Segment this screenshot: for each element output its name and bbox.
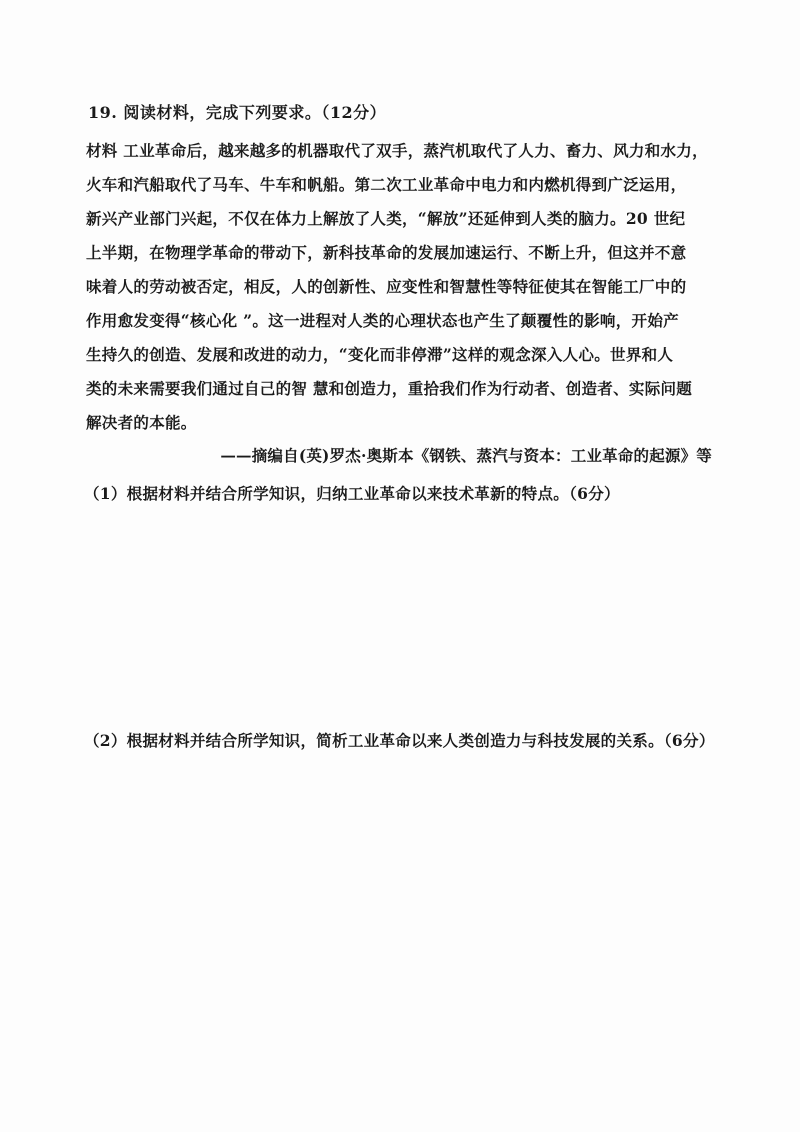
material-line: 味着人的劳动被否定，相反，人的创新性、应变性和智慧性等特征使其在智能工厂中的: [86, 277, 687, 296]
material-line: 上半期，在物理学革命的带动下，新科技革命的发展加速运行、不断上升，但这并不意: [86, 243, 687, 262]
material-source: ——摘编自(英)罗杰·奥斯本《钢铁、蒸汽与资本：工业革命的起源》等: [220, 446, 712, 465]
material-line: 火车和汽船取代了马车、牛车和帆船。第二次工业革命中电力和内燃机得到广泛运用，: [86, 175, 687, 194]
material-passage: [86, 134, 716, 440]
sub-question-2: （2）根据材料并结合所学知识，简析工业革命以来人类创造力与科技发展的关系。（6分）: [84, 731, 715, 750]
material-line: 材料 工业革命后，越来越多的机器取代了双手，蒸汽机取代了人力、畜力、风力和水力，: [86, 141, 708, 160]
answer-area-1[interactable]: [84, 515, 724, 710]
answer-area-2[interactable]: [84, 800, 724, 1100]
sub-question-1: （1）根据材料并结合所学知识，归纳工业革命以来技术革新的特点。（6分）: [84, 484, 620, 503]
material-line: 作用愈发变得“核心化 ”。这一进程对人类的心理状态也产生了颠覆性的影响，开始产: [86, 311, 679, 330]
material-line: 新兴产业部门兴起，不仅在体力上解放了人类，“解放”还延伸到人类的脑力。20 世纪: [86, 209, 686, 228]
material-line: 类的未来需要我们通过自己的智 慧和创造力，重拾我们作为行动者、创造者、实际问题: [86, 379, 693, 398]
material-line: 生持久的创造、发展和改进的动力，“变化而非停滞”这样的观念深入人心。世界和人: [86, 345, 674, 364]
question-heading: 19. 阅读材料，完成下列要求。（12分）: [88, 103, 387, 122]
material-line: 解决者的本能。: [86, 413, 197, 432]
